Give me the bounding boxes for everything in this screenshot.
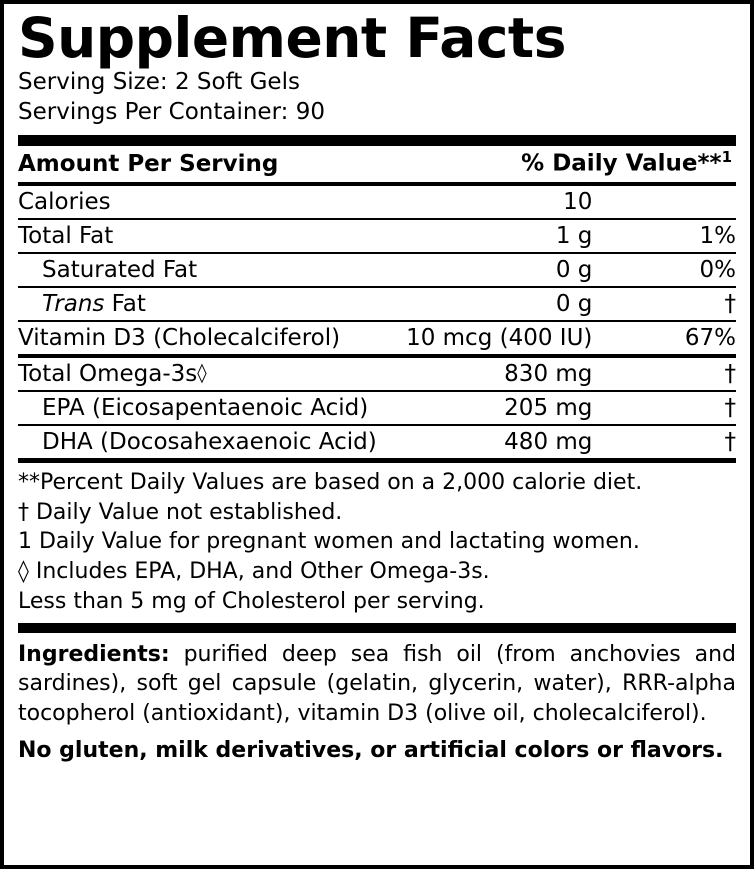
row-dv-calories xyxy=(592,184,736,219)
row-amount-total-fat: 1 g xyxy=(391,219,592,253)
footnote-dagger: † Daily Value not established. xyxy=(18,499,343,525)
table-row xyxy=(18,184,736,219)
row-amount-dha: 480 mg xyxy=(391,425,592,458)
row-amount-calories: 10 xyxy=(391,184,592,219)
row-amount-epa: 205 mg xyxy=(391,391,592,425)
row-dv-epa: † xyxy=(592,391,736,425)
table-row xyxy=(18,425,736,458)
diamond-symbol: ◊ xyxy=(197,361,207,384)
trans-italic: Trans xyxy=(42,290,105,317)
ingredients-text: purified deep sea fish oil (from anchovies and sardines), soft gel capsule (gelatin, glycerin, water), RRR-alpha tocopherol (antioxidant), vitamin D3 (olive oil, cholecalciferol). xyxy=(18,642,736,726)
table-row xyxy=(18,356,736,391)
row-dv-vitamin-d3: 67% xyxy=(592,321,736,356)
ingredients-paragraph xyxy=(18,633,736,728)
ingredients-label: Ingredients: xyxy=(18,642,170,668)
allergen-claim: No gluten, milk derivatives, or artificial colors or flavors. xyxy=(18,737,724,763)
row-amount-trans-fat: 0 g xyxy=(391,287,592,321)
footnote-percent-dv: **Percent Daily Values are based on a 2,000 calorie diet. xyxy=(18,469,643,495)
footnote-pregnant: 1 Daily Value for pregnant women and lactating women. xyxy=(18,529,640,555)
nutrition-table xyxy=(18,146,736,458)
row-label-total-fat: Total Fat xyxy=(18,219,391,253)
row-dv-saturated-fat: 0% xyxy=(592,253,736,287)
footnote-cholesterol: Less than 5 mg of Cholesterol per serving. xyxy=(18,589,485,615)
table-row xyxy=(18,321,736,356)
row-dv-dha: † xyxy=(592,425,736,458)
row-amount-vitamin-d3: 10 mcg (400 IU) xyxy=(391,321,592,356)
daily-value-header: % Daily Value**$^1$ xyxy=(521,147,732,177)
row-label-saturated-fat: Saturated Fat xyxy=(18,253,391,287)
table-header-row xyxy=(18,146,736,184)
row-amount-saturated-fat: 0 g xyxy=(391,253,592,287)
row-dv-total-omega-3s: † xyxy=(592,356,736,391)
footnote-diamond: ◊ Includes EPA, DHA, and Other Omega-3s. xyxy=(18,559,490,585)
table-row xyxy=(18,287,736,321)
row-amount-total-omega-3s: 830 mg xyxy=(391,356,592,391)
page-title: Supplement Facts xyxy=(18,6,566,70)
row-dv-total-fat: 1% xyxy=(592,219,736,253)
row-label-trans-fat xyxy=(18,287,391,321)
row-label-total-omega-3s: Total Omega-3s◊ xyxy=(18,356,391,391)
table-row xyxy=(18,219,736,253)
table-row xyxy=(18,253,736,287)
row-label-calories: Calories xyxy=(18,184,391,219)
row-label-dha: DHA (Docosahexaenoic Acid) xyxy=(18,425,391,458)
serving-size: Serving Size: 2 Soft Gels xyxy=(18,69,300,96)
row-label-vitamin-d3: Vitamin D3 (Cholecalciferol) xyxy=(18,321,391,356)
trans-rest: Fat xyxy=(104,290,146,317)
row-dv-trans-fat: † xyxy=(592,287,736,321)
amount-per-serving-header: Amount Per Serving xyxy=(18,150,279,177)
servings-per-container: Servings Per Container: 90 xyxy=(18,98,325,125)
row-label-epa: EPA (Eicosapentaenoic Acid) xyxy=(18,391,391,425)
footnotes xyxy=(18,463,736,618)
table-row xyxy=(18,391,736,425)
daily-value-header-superscript: 1 xyxy=(721,147,732,166)
divider-thick-top xyxy=(18,135,736,146)
divider-thick-bottom xyxy=(18,623,736,633)
